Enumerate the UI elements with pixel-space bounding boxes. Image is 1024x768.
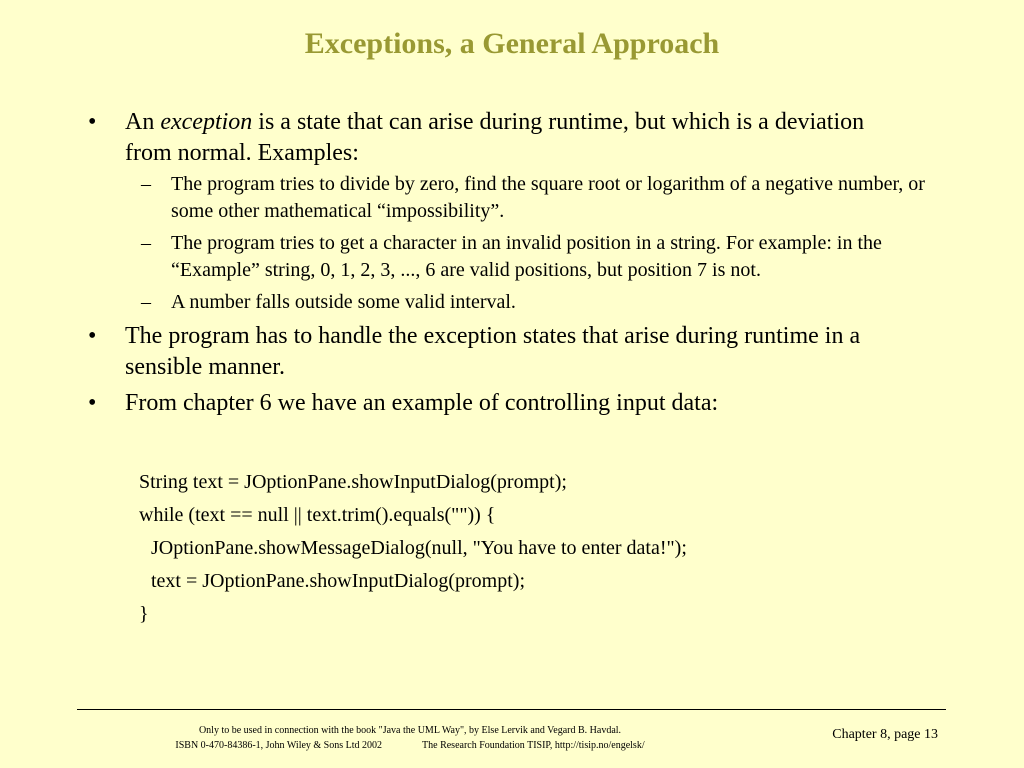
bullet-text-prefix: An bbox=[125, 109, 161, 135]
code-line: JOptionPane.showMessageDialog(null, "You have to enter data!"); bbox=[151, 537, 687, 559]
footer-isbn: ISBN 0-470-84386-1, John Wiley & Sons Ltd 2002 bbox=[175, 740, 383, 751]
bullet-item-chapter-example bbox=[88, 388, 895, 419]
bullet-icon: • bbox=[88, 109, 97, 135]
sub-bullet-list bbox=[125, 171, 925, 316]
bullet-list bbox=[0, 107, 1024, 424]
footer-credit-line: Only to be used in connection with the book "Java the UML Way", by Else Lervik and Vegard B. Havdal. bbox=[198, 725, 622, 736]
dash-icon: – bbox=[141, 232, 151, 254]
bullet-icon: • bbox=[88, 323, 97, 349]
bullet-item-exception-definition bbox=[88, 107, 925, 316]
sub-bullet-item bbox=[141, 171, 941, 225]
footer-credit-line bbox=[120, 738, 700, 753]
footer-foundation: The Research Foundation TISIP, http://tisip.no/engelsk/ bbox=[422, 740, 645, 751]
code-line: text = JOptionPane.showInputDialog(prompt); bbox=[151, 570, 526, 592]
code-line: while (text == null || text.trim().equals("")) { bbox=[139, 504, 496, 526]
code-line: String text = JOptionPane.showInputDialog(prompt); bbox=[139, 471, 567, 493]
code-line: } bbox=[139, 603, 149, 625]
bullet-text: From chapter 6 we have an example of controlling input data: bbox=[125, 390, 719, 416]
dash-icon: – bbox=[141, 173, 151, 195]
bullet-text-emphasis: exception bbox=[160, 109, 253, 135]
code-example bbox=[139, 466, 687, 631]
sub-bullet-item bbox=[141, 289, 941, 316]
bullet-item-handle-exceptions bbox=[88, 321, 895, 383]
footer-credit bbox=[120, 723, 700, 753]
sub-bullet-text: The program tries to divide by zero, find the square root or logarithm of a negative number, or some other mathematical “impossibility”. bbox=[171, 173, 925, 222]
bullet-text: The program has to handle the exception states that arise during runtime in a sensible manner. bbox=[125, 323, 861, 380]
dash-icon: – bbox=[141, 291, 151, 313]
slide-title: Exceptions, a General Approach bbox=[304, 27, 720, 60]
sub-bullet-item bbox=[141, 230, 941, 284]
page-number: Chapter 8, page 13 bbox=[832, 727, 938, 742]
footer-divider bbox=[77, 709, 946, 710]
sub-bullet-text: A number falls outside some valid interval. bbox=[171, 291, 516, 313]
sub-bullet-text: The program tries to get a character in an invalid position in a string. For example: in the “Example” string, 0, 1, 2, 3, ..., 6 are valid positions, but position 7 is not. bbox=[171, 232, 882, 281]
bullet-icon: • bbox=[88, 390, 97, 416]
bullet-text: is a state that can arise during runtime, but which is a deviation from normal. Examples: bbox=[125, 109, 865, 166]
